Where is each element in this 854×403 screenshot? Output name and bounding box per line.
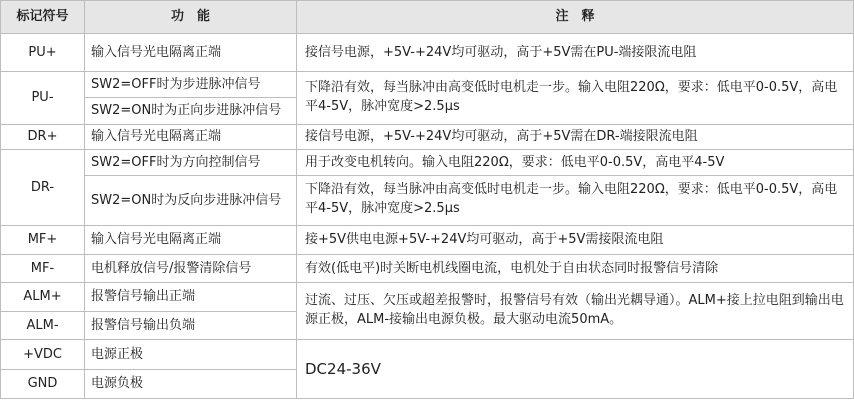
note-pu-plus: 接信号电源，+5V-+24V均可驱动，高于+5V需在PU-端接限流电阻 [305, 44, 697, 60]
note-pu-minus: 下降沿有效，每当脉冲由高变低时电机走一步。输入电阻220Ω，要求：低电平0-0.5V，高电平4-5V，脉冲宽度>2.5μs [305, 80, 838, 114]
note-alm: 过流、过压、欠压或超差报警时，报警信号有效（输出光耦导通）。ALM+接上拉电阻到输出电源正极，ALM-接输出电源负极。最大驱动电流50mA。 [305, 293, 844, 327]
signal-alm-plus: ALM+ [23, 289, 62, 304]
note-mf-plus: 接+5V供电电源+5V-+24V均可驱动，高于+5V需接限流电阻 [305, 232, 664, 247]
function-alm-minus: 报警信号输出负端 [91, 317, 196, 333]
function-pu-minus-on: SW2=ON时为正向步进脉冲信号 [91, 103, 282, 118]
note-mf-minus: 有效(低电平)时关断电机线圈电流，电机处于自由状态同时报警信号清除 [305, 260, 719, 276]
function-dr-plus: 输入信号光电隔离正端 [91, 129, 222, 144]
function-pu-plus: 输入信号光电隔离正端 [91, 44, 222, 60]
header-function: 功 能 [170, 9, 210, 24]
function-mf-minus: 电机释放信号/报警清除信号 [91, 260, 252, 276]
signal-alm-minus: ALM- [26, 317, 59, 333]
signal-gnd: GND [27, 376, 58, 391]
function-vdc: 电源正极 [91, 346, 144, 362]
header-note: 注 释 [555, 9, 595, 24]
function-gnd: 电源负极 [91, 376, 144, 391]
function-pu-minus-off: SW2=OFF时为步进脉冲信号 [91, 76, 261, 92]
note-dr-minus-on: 下降沿有效，每当脉冲由高变低时电机走一步。输入电阻220Ω，要求：低电平0-0.5V，高电平4-5V，脉冲宽度>2.5μs [305, 182, 838, 216]
signal-pu-plus: PU+ [28, 44, 57, 60]
signal-mf-plus: MF+ [27, 232, 58, 247]
signal-dr-minus: DR- [30, 179, 55, 195]
function-dr-minus-on: SW2=ON时为反向步进脉冲信号 [91, 192, 282, 208]
function-dr-minus-off: SW2=OFF时为方向控制信号 [91, 154, 261, 170]
function-mf-plus: 输入信号光电隔离正端 [91, 232, 222, 247]
signal-pu-minus: PU- [31, 90, 54, 105]
note-dr-minus-off: 用于改变电机转向。输入电阻220Ω，要求：低电平0-0.5V，高电平4-5V [305, 154, 725, 170]
header-signal: 标记符号 [16, 9, 69, 24]
signal-dr-plus: DR+ [27, 129, 58, 144]
note-dr-plus: 接信号电源，+5V-+24V均可驱动，高于+5V需在DR-端接限流电阻 [305, 129, 698, 144]
note-power: DC24-36V [305, 360, 381, 378]
function-alm-plus: 报警信号输出正端 [91, 289, 196, 304]
signal-vdc: +VDC [23, 346, 62, 362]
signal-mf-minus: MF- [30, 260, 55, 276]
